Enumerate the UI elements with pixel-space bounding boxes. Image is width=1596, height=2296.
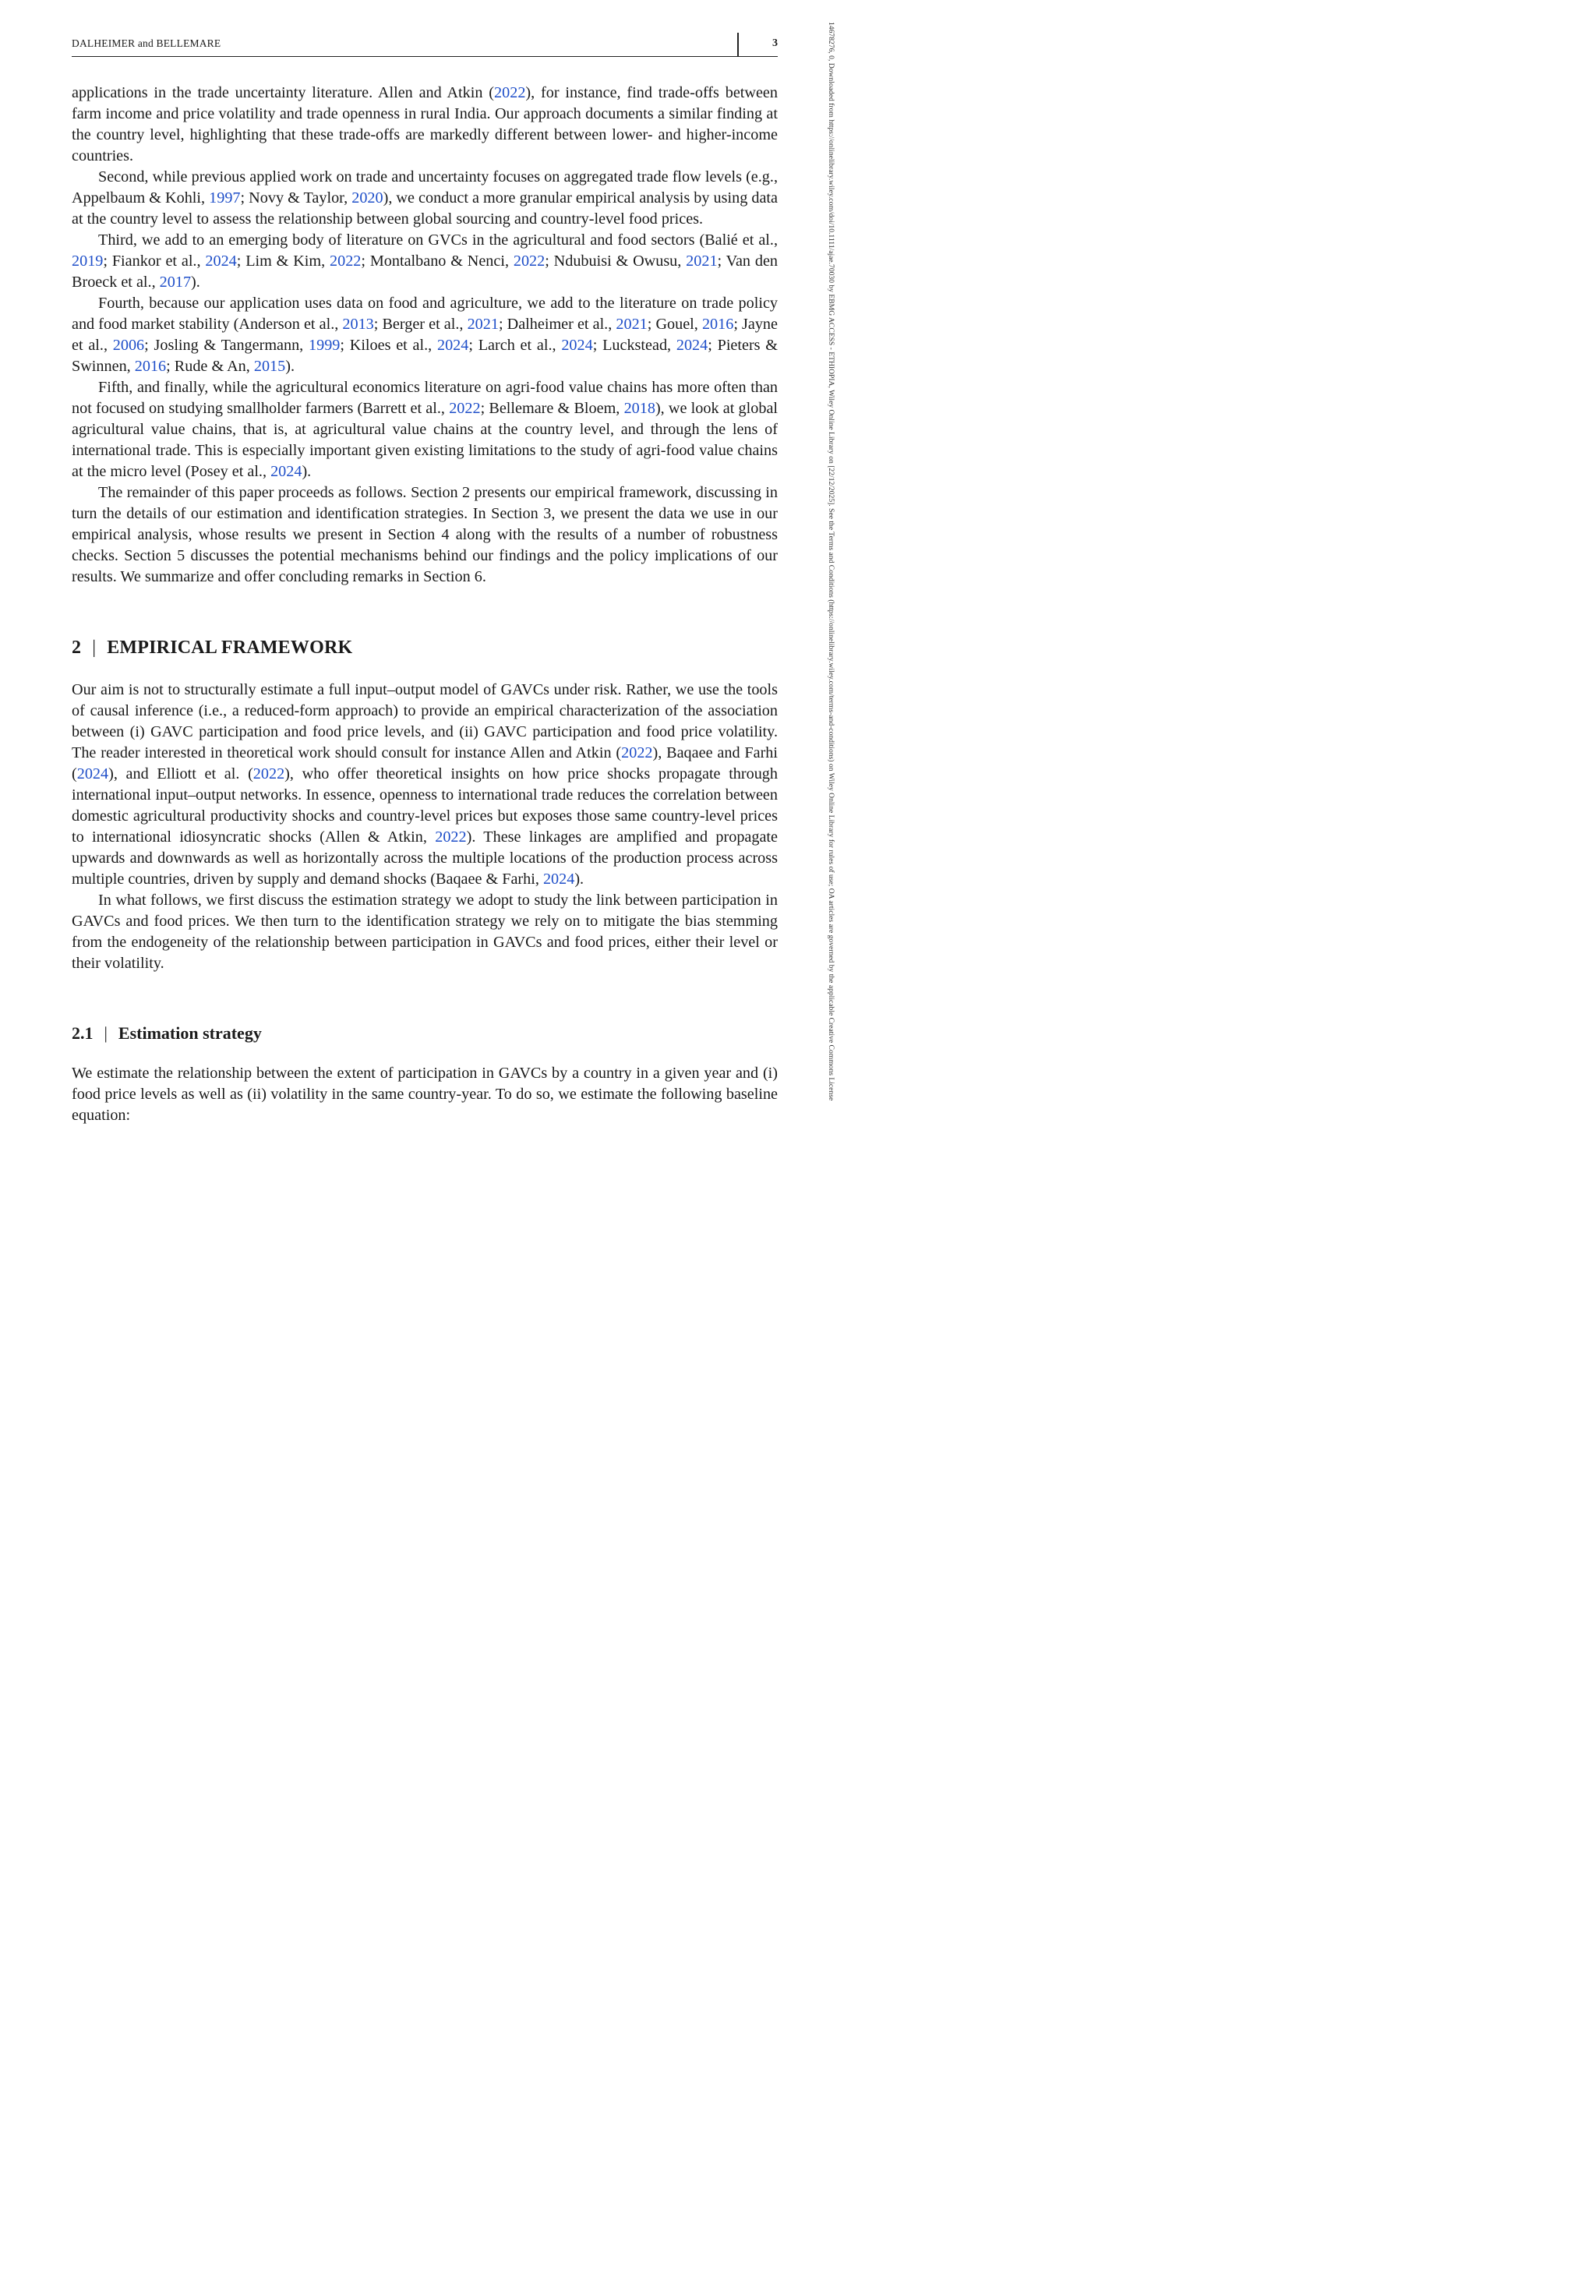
page-body <box>72 83 778 1126</box>
citation-link[interactable]: 2024 <box>270 463 302 480</box>
subsection-heading-estimation-strategy <box>72 1023 778 1044</box>
text-run: ; Fiankor et al., <box>103 253 206 270</box>
citation-link[interactable]: 2022 <box>330 253 362 270</box>
running-header <box>72 34 778 57</box>
text-run: ). These linkages are amplified and propagate upwards and downwards as well as horizontally across the multiple locations of the production process across multiple countries, driven by supply and demand shocks (Baqaee & Farhi, <box>72 828 778 888</box>
text-run: ), Baqaee and Farhi ( <box>72 744 779 782</box>
text-run: Third, we add to an emerging body of literature on GVCs in the agricultural and food sectors (Balié et al., <box>98 231 778 249</box>
paragraph-roadmap: The remainder of this paper proceeds as follows. Section 2 presents our empirical framework, discussing in turn the details of our estimation and identification strategies. In Section 3, we present the data we use in our empirical analysis, whose results we present in Section 4 along with the results of a number of robustness checks. Section 5 discusses the potential mechanisms behind our findings and the policy implications of our results. We summarize and offer concluding remarks in Section 6. <box>72 484 778 585</box>
citation-link[interactable]: 2022 <box>449 400 481 417</box>
text-run: ; Kiloes et al., <box>340 337 437 354</box>
citation-link[interactable]: 2018 <box>623 400 655 417</box>
citation-link[interactable]: 2017 <box>159 274 192 291</box>
text-run: ), we conduct a more granular empirical analysis by using data at the country level to assess the relationship between global sourcing and country-level food prices. <box>72 189 778 228</box>
text-run: ; Berger et al., <box>373 316 468 333</box>
citation-link[interactable]: 2022 <box>435 828 467 846</box>
text-run: Second, while previous applied work on trade and uncertainty focuses on aggregated trade flow levels (e.g., Appelbaum & Kohli, <box>72 168 778 207</box>
paragraph-fifth-contribution <box>72 377 778 482</box>
section-number: 2 <box>72 638 82 658</box>
text-run: ), for instance, find trade-offs between farm income and price volatility and trade openness in rural India. Our approach documents a similar finding at the country level, highlighting that these trade-offs are markedly different between lower- and higher-income countries. <box>72 84 778 164</box>
running-header-authors: DALHEIMER and BELLEMARE <box>72 37 221 49</box>
text-run: ; Dalheimer et al., <box>498 316 616 333</box>
download-notice-text: 14678276, 0, Downloaded from https://onlinelibrary.wiley.com/doi/10.1111/ajae.70030 by EBMG ACCESS - ETHIOPIA, Wiley Online Library on [22/12/2025]. See the Terms and Conditions (https://onlinelibrary.wiley.com/terms-and-conditions) on Wiley Online Library for rules of use; OA articles are governed by the applicable Creative Commons License <box>827 22 835 1101</box>
citation-link[interactable]: 2021 <box>467 316 499 333</box>
text-run: ), who offer theoretical insights on how price shocks propagate through international input–output networks. In essence, openness to international trade reduces the correlation between domestic agricultural productivity shocks and country-level prices but exposes those same country-level prices to international idiosyncratic shocks (Allen & Atkin, <box>72 765 778 846</box>
citation-link[interactable]: 2019 <box>72 253 104 270</box>
citation-link[interactable]: 2016 <box>134 358 167 375</box>
text-run: ; Montalbano & Nenci, <box>361 253 514 270</box>
citation-link[interactable]: 2022 <box>494 84 526 101</box>
citation-link[interactable]: 2006 <box>112 337 145 354</box>
text-run: Fourth, because our application uses data on food and agriculture, we add to the literature on trade policy and food market stability (Anderson et al., <box>72 295 778 333</box>
section-title: Estimation strategy <box>118 1023 262 1043</box>
citation-link[interactable]: 2024 <box>561 337 593 354</box>
text-run: ; Larch et al., <box>468 337 562 354</box>
section-title: EMPIRICAL FRAMEWORK <box>107 638 353 658</box>
text-run: ; Novy & Taylor, <box>240 189 352 207</box>
text-run: applications in the trade uncertainty literature. Allen and Atkin ( <box>72 84 495 101</box>
text-run: ; Luckstead, <box>592 337 676 354</box>
text-run: ; Ndubuisi & Owusu, <box>545 253 687 270</box>
paragraph-second-contribution <box>72 167 778 230</box>
download-notice <box>823 22 839 1191</box>
text-run: ). <box>285 358 295 375</box>
header-divider <box>737 33 739 56</box>
citation-link[interactable]: 1999 <box>309 337 341 354</box>
page-number: 3 <box>772 37 778 49</box>
text-run: ; Rude & An, <box>166 358 254 375</box>
text-run: ; Van den Broeck et al., <box>72 253 778 291</box>
citation-link[interactable]: 2024 <box>436 337 469 354</box>
text-run: ). <box>574 871 584 888</box>
paragraph-estimation: We estimate the relationship between the extent of participation in GAVCs by a country in a given year and (i) food price levels as well as (ii) volatility in the same country-year. To do so, we estimate the following baseline equation: <box>72 1065 778 1124</box>
citation-link[interactable]: 1997 <box>209 189 241 207</box>
citation-link[interactable]: 2022 <box>513 253 546 270</box>
text-run: ; Jayne et al., <box>72 316 778 354</box>
text-run: ). <box>191 274 200 291</box>
citation-link[interactable]: 2016 <box>701 316 734 333</box>
text-run: ; Gouel, <box>647 316 702 333</box>
citation-link[interactable]: 2015 <box>253 358 286 375</box>
citation-link[interactable]: 2020 <box>351 189 383 207</box>
text-run: ). <box>302 463 312 480</box>
citation-link[interactable]: 2024 <box>76 765 109 782</box>
paragraph-fourth-contribution <box>72 293 778 377</box>
section-number: 2.1 <box>72 1023 94 1043</box>
paragraph-aim <box>72 680 778 890</box>
text-run: Our aim is not to structurally estimate a full input–output model of GAVCs under risk. Rather, we use the tools of causal inference (i.e., a reduced-form approach) to provide an empirical characterization of the association between (i) GAVC participation and food price levels, and (ii) GAVC participation and food price volatility. The reader interested in theoretical work should consult for instance Allen and Atkin ( <box>72 681 778 761</box>
citation-link[interactable]: 2024 <box>205 253 237 270</box>
section-heading-empirical-framework <box>72 636 778 659</box>
citation-link[interactable]: 2024 <box>542 871 575 888</box>
section-separator: | <box>104 1023 108 1043</box>
text-run: ), and Elliott et al. ( <box>108 765 253 782</box>
citation-link[interactable]: 2022 <box>621 744 653 761</box>
text-run: ; Josling & Tangermann, <box>144 337 309 354</box>
citation-link[interactable]: 2021 <box>686 253 718 270</box>
text-run: ; Lim & Kim, <box>236 253 330 270</box>
text-run: ; Pieters & Swinnen, <box>72 337 778 375</box>
paragraph-what-follows: In what follows, we first discuss the estimation strategy we adopt to study the link between participation in GAVCs and food prices. We then turn to the identification strategy we rely on to mitigate the bias stemming from the endogeneity of the relationship between participation in GAVCs and food prices, either their level or their volatility. <box>72 892 778 972</box>
section-separator: | <box>92 638 97 658</box>
paragraph-third-contribution <box>72 230 778 293</box>
text-run: Fifth, and finally, while the agricultural economics literature on agri-food value chains has more often than not focused on studying smallholder farmers (Barrett et al., <box>72 379 778 417</box>
citation-link[interactable]: 2022 <box>252 765 285 782</box>
text-run: ; Bellemare & Bloem, <box>480 400 624 417</box>
citation-link[interactable]: 2024 <box>676 337 708 354</box>
citation-link[interactable]: 2013 <box>342 316 374 333</box>
text-run: ), we look at global agricultural value chains, that is, at agricultural value chains at the country level, and through the lens of international trade. This is especially important given existing limitations to the study of agri-food value chains at the micro level (Posey et al., <box>72 400 779 480</box>
paragraph-trade-uncertainty <box>72 83 778 167</box>
citation-link[interactable]: 2021 <box>616 316 648 333</box>
